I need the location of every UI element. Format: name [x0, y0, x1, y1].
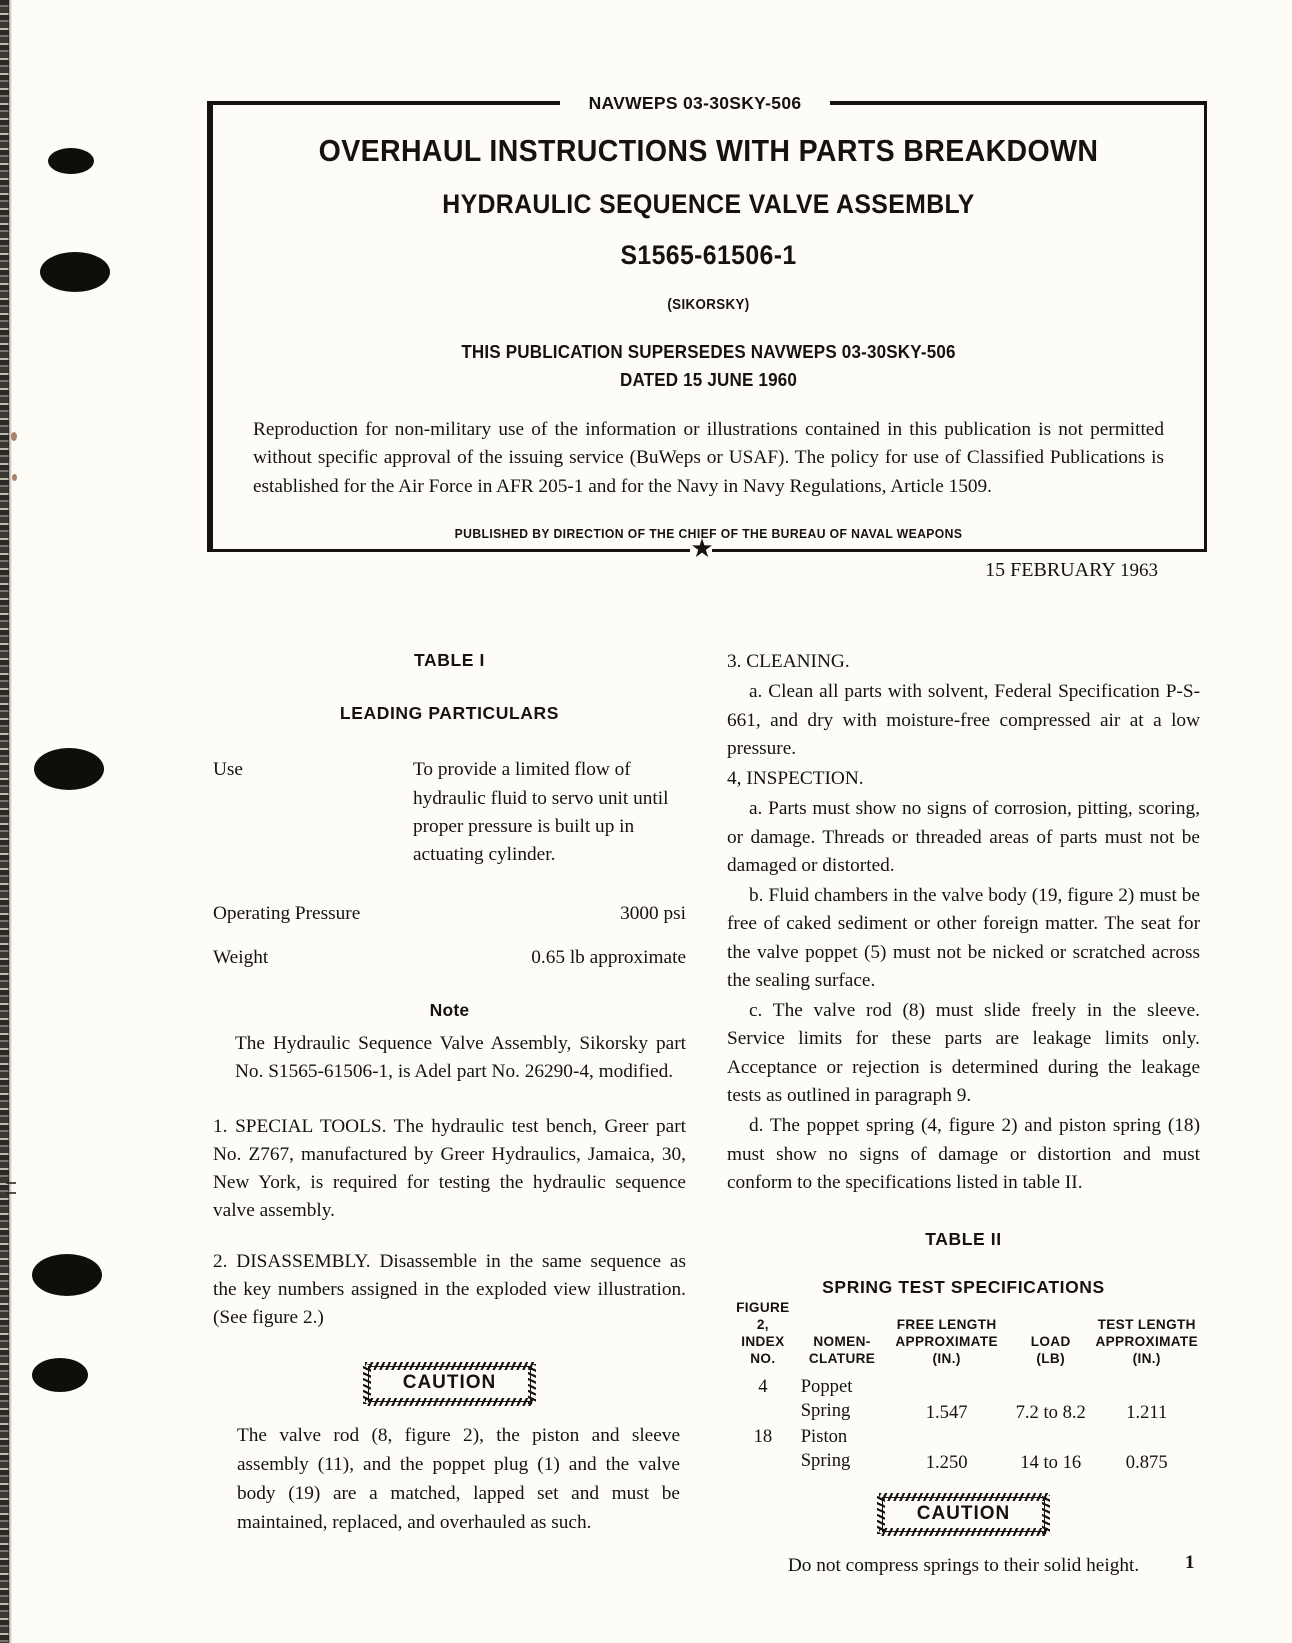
cell-test-length: 1.211	[1126, 1401, 1168, 1423]
caution-zigzag-left	[363, 1364, 371, 1403]
supersedes-line2: DATED 15 JUNE 1960	[619, 369, 798, 391]
table-two-number: TABLE II	[925, 1229, 1002, 1250]
scan-edge-shadow	[8, 0, 12, 1643]
paragraph-4b: b. Fluid chambers in the valve body (19, figure 2) must be free of caked sediment or other foreign matter. The seat for the valve poppet (5) must not be nicked or scratched across the sealing surface.	[727, 885, 1200, 991]
header-line: FIGURE 2,	[736, 1300, 790, 1333]
column-header-nomenclature	[799, 1300, 886, 1374]
table-row	[213, 900, 686, 928]
caution-zigzag-top	[365, 1362, 535, 1370]
binding-hole	[48, 148, 94, 174]
paragraph-4c: c. The valve rod (8) must slide freely in the sleeve. Service limits for these parts are leakage limits only. Acceptance or rejection is determined during the leakage tests as outlined in paragraph 9.	[727, 1000, 1200, 1106]
cell-nomenclature	[799, 1375, 886, 1425]
caution-zigzag-right	[1042, 1495, 1050, 1534]
header-line: APPROXIMATE	[895, 1333, 998, 1349]
paper-edge-tick	[6, 1192, 16, 1194]
nav-number: NAVWEPS 03-30SKY-506	[588, 93, 802, 113]
cell-free-length: 1.547	[925, 1401, 968, 1423]
paragraph-cleaning-heading: 3. CLEANING.	[727, 651, 850, 672]
paragraph-3a: a. Clean all parts with solvent, Federal Specification P-S-661, and dry with moisture-free compressed air at a low pressure.	[727, 681, 1200, 759]
nomenclature-line2: Spring	[800, 1399, 851, 1421]
caution-body-text: The valve rod (8, figure 2), the piston and sleeve assembly (11), and the poppet plug (1) and the valve body (19) are a matched, lapped set and must be maintained, replaced, and overhauled as such.	[237, 1424, 680, 1533]
header-line: INDEX	[741, 1333, 785, 1349]
binding-hole	[40, 252, 110, 292]
paper-edge-tick	[6, 1182, 16, 1184]
cell-free-length: 1.250	[925, 1451, 968, 1473]
table-header-row	[727, 1300, 1200, 1374]
leading-particular-label: Use	[213, 759, 243, 781]
cell-test-length: 0.875	[1125, 1451, 1168, 1473]
right-column	[727, 648, 1200, 1581]
binding-hole	[32, 1254, 102, 1296]
caution-box	[363, 1362, 537, 1405]
manufacturer-label: (SIKORSKY)	[667, 297, 750, 313]
caution-body-text: Do not compress springs to their solid height.	[787, 1555, 1140, 1577]
table-one-number: TABLE I	[414, 650, 485, 670]
column-header-free-length	[885, 1300, 1008, 1374]
star-icon: ★	[690, 534, 714, 563]
header-line: (IN.)	[1132, 1350, 1161, 1366]
table-row	[727, 1425, 1200, 1475]
leading-particular-label: Weight	[213, 946, 269, 968]
binding-hole	[34, 748, 104, 790]
leading-particular-label: Operating Pressure	[213, 902, 361, 924]
paragraph-4a: a. Parts must show no signs of corrosion, pitting, scoring, or damage. Threads or threaded areas of parts must not be damaged or distorted.	[727, 798, 1200, 876]
header-line: TEST LENGTH	[1097, 1317, 1196, 1333]
publication-date-month: 15 FEBRUARY	[985, 559, 1115, 582]
note-body: The Hydraulic Sequence Valve Assembly, Sikorsky part No. S1565-61506-1, is Adel part No. 26290-4, modified.	[235, 1032, 686, 1083]
cell-index: 4	[758, 1375, 768, 1397]
header-line: NOMEN-	[813, 1333, 871, 1349]
caution-box	[877, 1493, 1051, 1536]
caution-box-container	[213, 1362, 686, 1405]
table-two-name: SPRING TEST SPECIFICATIONS	[822, 1276, 1105, 1297]
header-line: (LB)	[1036, 1350, 1065, 1366]
nomenclature-line2: Spring	[800, 1450, 851, 1472]
paragraph-disassembly: 2. DISASSEMBLY. Disassemble in the same sequence as the key numbers assigned in the exploded view illustration. (See figure 2.)	[213, 1250, 686, 1329]
document-title-line1: OVERHAUL INSTRUCTIONS WITH PARTS BREAKDOWN	[318, 133, 1099, 168]
note-heading: Note	[429, 1000, 470, 1021]
table-row	[727, 1375, 1200, 1425]
header-line: LOAD	[1030, 1333, 1071, 1349]
header-line: NO.	[750, 1350, 776, 1366]
caution-zigzag-top	[879, 1493, 1049, 1501]
title-box	[207, 104, 1207, 582]
spring-test-table	[727, 1300, 1200, 1475]
leading-particular-value: 3000 psi	[620, 902, 686, 924]
caution-zigzag-bottom	[365, 1398, 535, 1406]
left-column	[213, 648, 686, 1537]
header-line: APPROXIMATE	[1095, 1333, 1198, 1349]
cell-index: 18	[753, 1425, 773, 1447]
caution-zigzag-left	[877, 1495, 885, 1534]
reproduction-notice: Reproduction for non-military use of the information or illustrations contained in this publication is not permitted without specific approval of the issuing service (BuWeps or USAF). The policy for use of Classified Publications is established for the Air Force in AFR 205-1 and for the Navy in Navy Regulations, Article 1509.	[253, 418, 1164, 498]
header-line: (IN.)	[932, 1350, 961, 1366]
nomenclature-line1: Piston	[800, 1425, 848, 1447]
nomenclature-line1: Poppet	[800, 1375, 853, 1397]
title-box-bottom-rule-right	[712, 549, 1207, 552]
table-row	[213, 944, 686, 972]
document-title-line2: HYDRAULIC SEQUENCE VALVE ASSEMBLY	[442, 189, 975, 219]
header-line: FREE LENGTH	[896, 1317, 997, 1333]
cell-nomenclature	[799, 1425, 886, 1475]
column-header-load	[1008, 1300, 1094, 1374]
binding-hole	[32, 1358, 88, 1392]
supersedes-line1: THIS PUBLICATION SUPERSEDES NAVWEPS 03-30SKY-506	[461, 341, 956, 362]
title-box-bottom-rule-left	[207, 549, 690, 552]
paragraph-special-tools: 1. SPECIAL TOOLS. The hydraulic test bench, Greer part No. Z767, manufactured by Greer Hydraulics, Jamaica, 30, New York, is required for testing the hydraulic sequence valve assembly.	[213, 1115, 686, 1222]
page-number: 1	[1185, 1552, 1195, 1573]
caution-zigzag-right	[528, 1364, 536, 1403]
leading-particular-value: To provide a limited flow of hydraulic fluid to servo unit until proper pressure is built up in actuating cylinder.	[413, 759, 669, 866]
cell-load: 14 to 16	[1020, 1451, 1082, 1473]
publication-date	[213, 559, 1158, 582]
cell-load: 7.2 to 8.2	[1015, 1401, 1086, 1423]
part-number: S1565-61506-1	[620, 240, 797, 270]
column-header-test-length	[1093, 1300, 1200, 1374]
publication-date-year: 1963	[1120, 560, 1158, 582]
table-one-name: LEADING PARTICULARS	[339, 702, 560, 723]
column-header-index	[727, 1300, 799, 1374]
caution-zigzag-bottom	[879, 1528, 1049, 1536]
header-line: CLATURE	[808, 1350, 876, 1366]
paper-speck	[11, 432, 17, 441]
paragraph-inspection-heading: 4, INSPECTION.	[727, 768, 864, 790]
table-row	[213, 756, 686, 869]
published-by-line: PUBLISHED BY DIRECTION OF THE CHIEF OF THE BUREAU OF NAVAL WEAPONS	[454, 526, 963, 542]
caution-label: CAUTION	[916, 1503, 1011, 1525]
caution-box-container	[727, 1493, 1200, 1536]
paper-speck	[12, 474, 17, 481]
leading-particular-value: 0.65 lb approximate	[531, 946, 686, 968]
caution-label: CAUTION	[402, 1372, 497, 1394]
table-two-container	[727, 1227, 1200, 1475]
paragraph-4d: d. The poppet spring (4, figure 2) and piston spring (18) must show no signs of damage or distortion and must conform to the specifications listed in table II.	[727, 1115, 1200, 1193]
